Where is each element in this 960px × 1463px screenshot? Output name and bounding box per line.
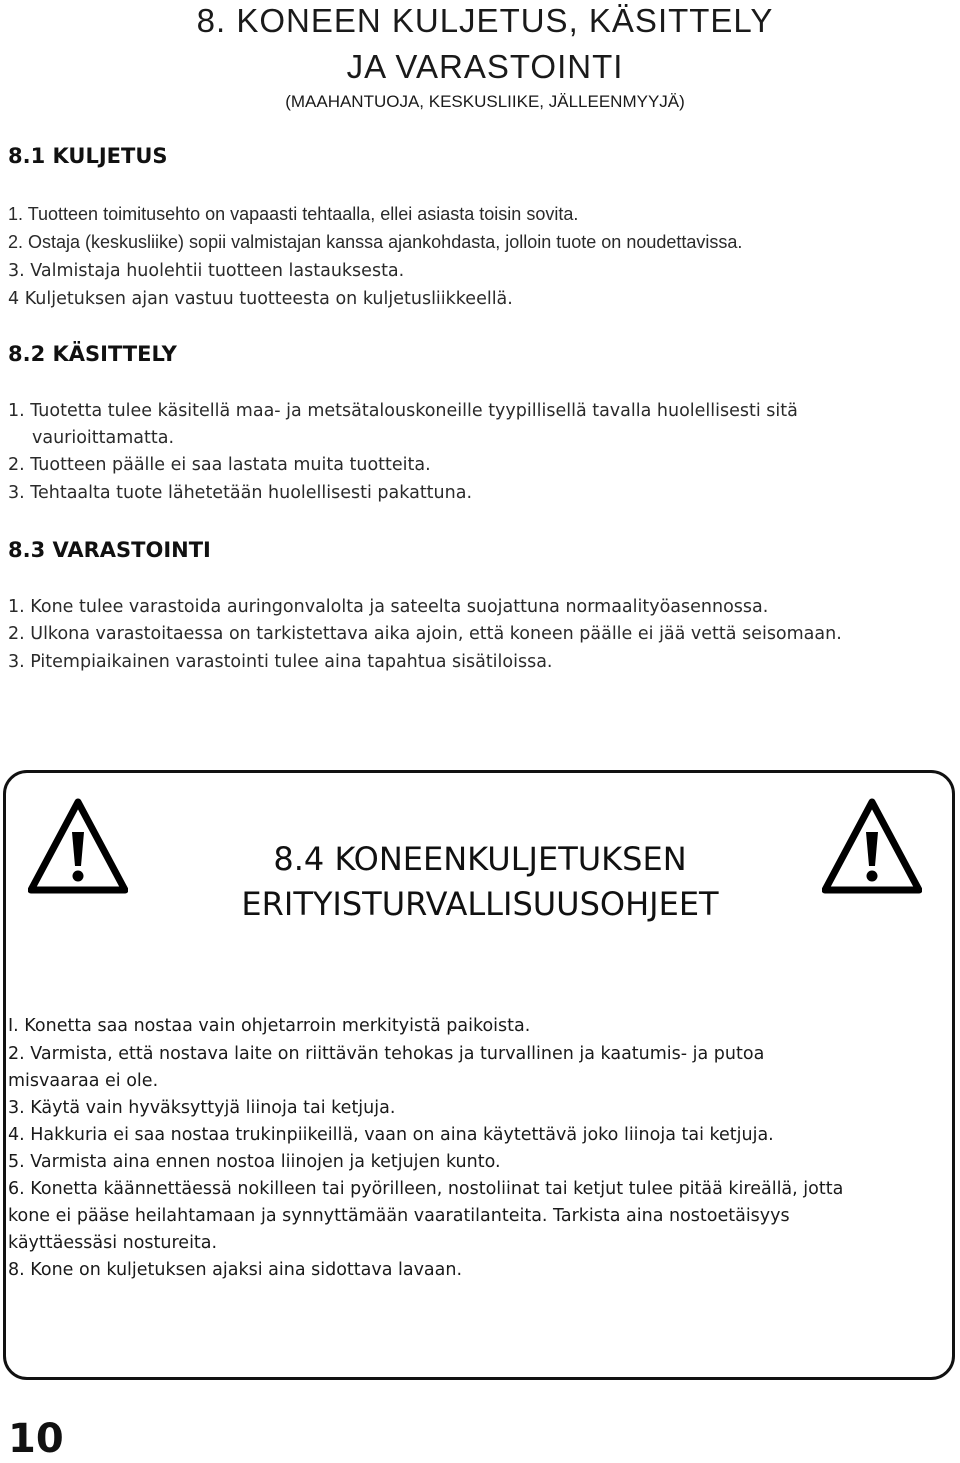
storage-item-3: 3. Pitempiaikainen varastointi tulee aina tapahtua sisätiloissa. [8,652,553,672]
section-heading-handling: 8.2 KÄSITTELY [8,342,177,366]
storage-item-2: 2. Ulkona varastoitaessa on tarkistettava aika ajoin, että koneen päälle ei jää vettä seisomaan. [8,624,842,644]
page-title-line2: JA VARASTOINTI [346,48,624,85]
warning-line-2-cont: misvaaraa ei ole. [8,1071,159,1091]
storage-item-1: 1. Kone tulee varastoida auringonvalolta ja sateelta suojattuna normaalityöasennossa. [8,597,769,617]
warning-line-6-cont1: kone ei pääse heilahtamaan ja synnyttämään vaaratilanteita. Tarkista aina nostoetäisyys [8,1206,790,1226]
handling-item-1-cont: vaurioittamatta. [32,428,175,448]
transport-item-3: 3. Valmistaja huolehtii tuotteen lastauksesta. [8,261,405,281]
warning-line-6-cont2: käyttäessäsi nostureita. [8,1233,218,1253]
page-number: 10 [8,1416,64,1462]
section-heading-storage: 8.3 VARASTOINTI [8,538,211,562]
page-title-line1: 8. KONEEN KULJETUS, KÄSITTELY [196,2,774,39]
warning-line-1: I. Konetta saa nostaa vain ohjetarroin merkityistä paikoista. [8,1016,531,1036]
handling-item-3: 3. Tehtaalta tuote lähetetään huolellisesti pakattuna. [8,483,473,503]
warning-title-line2: ERITYISTURVALLISUUSOHJEET [241,885,719,923]
warning-line-4: 4. Hakkuria ei saa nostaa trukinpiikeillä, vaan on aina käytettävä joko liinoja tai ketjuja. [8,1125,774,1145]
section-heading-transport: 8.1 KULJETUS [8,144,168,168]
warning-triangle-icon [822,798,922,894]
warning-line-2: 2. Varmista, että nostava laite on riittävän tehokas ja turvallinen ja kaatumis- ja putoa [8,1044,765,1064]
handling-item-1: 1. Tuotetta tulee käsitellä maa- ja metsätalouskoneille tyypillisellä tavalla huolellisesti sitä [8,401,798,421]
warning-line-3: 3. Käytä vain hyväksyttyjä liinoja tai ketjuja. [8,1098,396,1118]
warning-triangle-icon [28,798,128,894]
warning-line-6: 6. Konetta käännettäessä nokilleen tai pyörilleen, nostoliinat tai ketjut tulee pitää kireällä, jotta [8,1179,844,1199]
warning-title-line1: 8.4 KONEENKULJETUKSEN [273,840,687,878]
transport-item-1: 1. Tuotteen toimitusehto on vapaasti tehtaalla, ellei asiasta toisin sovita. [8,204,579,224]
handling-item-2: 2. Tuotteen päälle ei saa lastata muita tuotteita. [8,455,431,475]
transport-item-2: 2. Ostaja (keskusliike) sopii valmistajan kanssa ajankohdasta, jolloin tuote on noudettavissa. [8,232,743,252]
transport-item-4: 4 Kuljetuksen ajan vastuu tuotteesta on kuljetusliikkeellä. [8,289,513,309]
warning-line-5: 5. Varmista aina ennen nostoa liinojen ja ketjujen kunto. [8,1152,501,1172]
page-subtitle: (MAAHANTUOJA, KESKUSLIIKE, JÄLLEENMYYJÄ) [285,92,685,111]
warning-line-8: 8. Kone on kuljetuksen ajaksi aina sidottava lavaan. [8,1260,463,1280]
